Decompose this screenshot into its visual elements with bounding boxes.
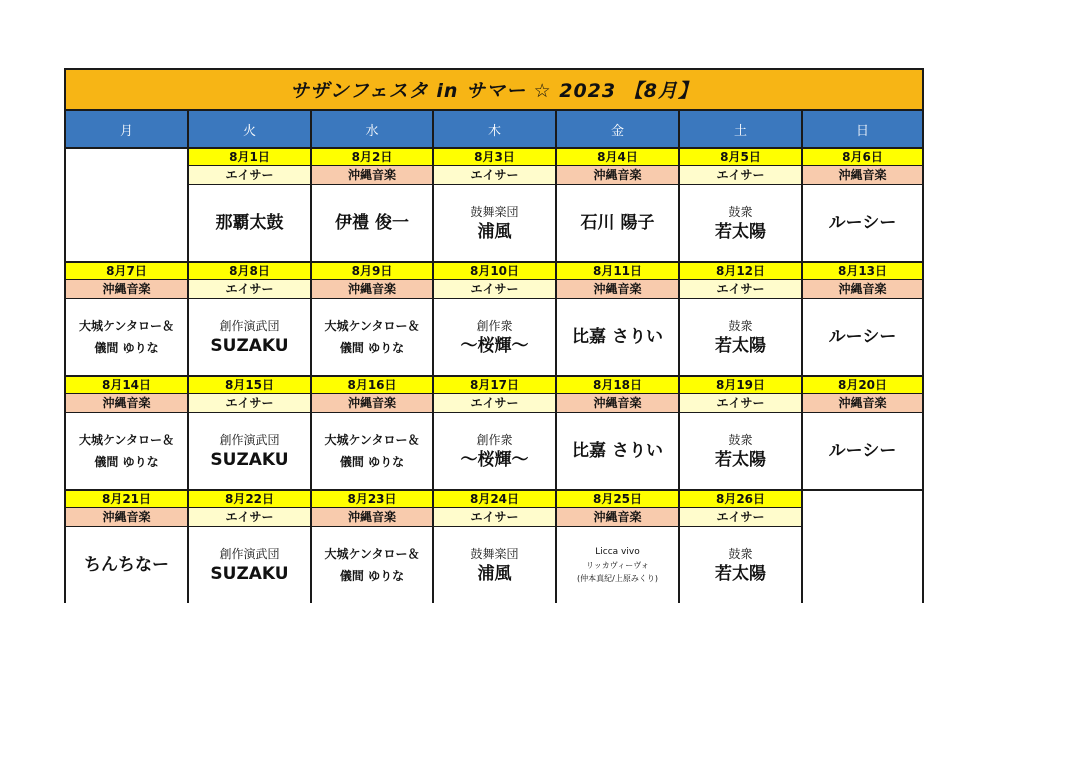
performer [803, 299, 922, 375]
performer [312, 413, 432, 489]
weekday-header: 火 [189, 111, 312, 149]
genre-label: エイサー [434, 280, 555, 299]
day-cell [434, 491, 557, 603]
performer [557, 413, 678, 489]
performer [557, 299, 678, 375]
performer [434, 527, 555, 603]
day-cell [557, 377, 680, 491]
performer-line: 大城ケンタロー＆ [324, 319, 420, 333]
date-label: 8月12日 [680, 263, 801, 280]
performer-line: 鼓舞楽団 [470, 205, 519, 219]
performer-line: 那覇太鼓 [215, 213, 284, 233]
date-label: 8月4日 [557, 149, 678, 166]
performer-line: ～桜輝～ [460, 450, 529, 470]
genre-label: 沖縄音楽 [557, 508, 678, 527]
date-label: 8月15日 [189, 377, 310, 394]
date-label: 8月23日 [312, 491, 432, 508]
performer-line: ちんちなー [84, 555, 169, 575]
performer-line: 大城ケンタロー＆ [324, 547, 420, 561]
page-title: サザンフェスタ in サマー ☆ 2023 【8月】 [66, 70, 922, 111]
performer-line: 大城ケンタロー＆ [79, 319, 174, 333]
performer-line: 比嘉 さりい [572, 327, 663, 347]
genre-label: 沖縄音楽 [312, 508, 432, 527]
performer [803, 413, 922, 489]
performer [680, 413, 801, 489]
day-cell [680, 377, 803, 491]
day-cell [803, 263, 922, 377]
performer [312, 299, 432, 375]
performer-line: リッカヴィーヴォ [586, 560, 649, 570]
genre-label: エイサー [680, 394, 801, 413]
day-cell [557, 263, 680, 377]
performer-line: 儀間 ゆりな [339, 455, 405, 469]
performer-line: SUZAKU [210, 336, 289, 356]
weekday-header: 金 [557, 111, 680, 149]
performer-line: 大城ケンタロー＆ [324, 433, 420, 447]
performer [434, 185, 555, 261]
performer-line: ルーシー [828, 213, 897, 233]
performer-line: ルーシー [828, 441, 897, 461]
performer [66, 527, 187, 603]
performer [66, 299, 187, 375]
performer [189, 413, 310, 489]
performer [680, 299, 801, 375]
performer-line: 鼓衆 [728, 433, 753, 447]
day-cell [803, 377, 922, 491]
date-label: 8月25日 [557, 491, 678, 508]
performer-line: 創作衆 [476, 433, 513, 447]
genre-label: エイサー [434, 166, 555, 185]
performer-line: SUZAKU [210, 450, 289, 470]
day-cell [189, 377, 312, 491]
performer-line: 創作演武団 [219, 319, 280, 333]
performer [680, 527, 801, 603]
schedule-sheet [64, 68, 924, 603]
genre-label: エイサー [680, 166, 801, 185]
genre-label: 沖縄音楽 [66, 280, 187, 299]
weekday-header: 月 [66, 111, 189, 149]
date-label: 8月9日 [312, 263, 432, 280]
genre-label: エイサー [680, 280, 801, 299]
genre-label: 沖縄音楽 [803, 166, 922, 185]
genre-label: 沖縄音楽 [312, 166, 432, 185]
weekday-header: 日 [803, 111, 922, 149]
weekday-header: 土 [680, 111, 803, 149]
day-cell [189, 149, 312, 263]
genre-label: エイサー [189, 280, 310, 299]
performer-line: 浦風 [477, 222, 512, 242]
date-label: 8月24日 [434, 491, 555, 508]
performer-line: ～桜輝～ [460, 336, 529, 356]
day-cell [312, 491, 434, 603]
performer [189, 299, 310, 375]
genre-label: エイサー [680, 508, 801, 527]
weekday-header: 水 [312, 111, 434, 149]
day-cell [434, 377, 557, 491]
performer-line: 若太陽 [715, 336, 766, 356]
day-cell [66, 491, 189, 603]
day-cell [312, 377, 434, 491]
performer-line: SUZAKU [210, 564, 289, 584]
performer-line: 鼓舞楽団 [470, 547, 519, 561]
performer [312, 527, 432, 603]
performer-line: 創作演武団 [219, 547, 280, 561]
performer-line: 儀間 ゆりな [94, 455, 159, 469]
performer-line: (仲本真紀/上原みくり) [577, 573, 658, 583]
genre-label: エイサー [189, 508, 310, 527]
performer [557, 527, 678, 603]
day-cell [189, 491, 312, 603]
performer [434, 299, 555, 375]
performer [434, 413, 555, 489]
performer-line: 浦風 [477, 564, 512, 584]
date-label: 8月3日 [434, 149, 555, 166]
performer-line: 鼓衆 [728, 547, 753, 561]
performer-line: 儀間 ゆりな [94, 341, 159, 355]
date-label: 8月17日 [434, 377, 555, 394]
performer-line: 石川 陽子 [580, 213, 655, 233]
date-label: 8月19日 [680, 377, 801, 394]
date-label: 8月26日 [680, 491, 801, 508]
day-cell [680, 149, 803, 263]
genre-label: 沖縄音楽 [312, 280, 432, 299]
date-label: 8月1日 [189, 149, 310, 166]
genre-label: 沖縄音楽 [803, 280, 922, 299]
genre-label: 沖縄音楽 [66, 508, 187, 527]
date-label: 8月7日 [66, 263, 187, 280]
date-label: 8月14日 [66, 377, 187, 394]
date-label: 8月22日 [189, 491, 310, 508]
day-cell [189, 263, 312, 377]
genre-label: エイサー [189, 394, 310, 413]
date-label: 8月5日 [680, 149, 801, 166]
genre-label: 沖縄音楽 [557, 394, 678, 413]
date-label: 8月18日 [557, 377, 678, 394]
date-label: 8月11日 [557, 263, 678, 280]
day-cell [312, 149, 434, 263]
empty-day-cell [803, 491, 922, 603]
performer-line: Licca vivo [595, 546, 640, 557]
date-label: 8月6日 [803, 149, 922, 166]
performer [189, 185, 310, 261]
performer-line: 鼓衆 [728, 319, 753, 333]
performer-line: 儀間 ゆりな [339, 569, 405, 583]
date-label: 8月10日 [434, 263, 555, 280]
performer-line: 若太陽 [715, 222, 766, 242]
genre-label: エイサー [434, 394, 555, 413]
performer-line: 鼓衆 [728, 205, 753, 219]
performer-line: 創作演武団 [219, 433, 280, 447]
day-cell [66, 377, 189, 491]
genre-label: 沖縄音楽 [557, 280, 678, 299]
performer [189, 527, 310, 603]
date-label: 8月2日 [312, 149, 432, 166]
performer-line: 比嘉 さりい [572, 441, 663, 461]
date-label: 8月8日 [189, 263, 310, 280]
genre-label: 沖縄音楽 [557, 166, 678, 185]
day-cell [66, 263, 189, 377]
genre-label: 沖縄音楽 [803, 394, 922, 413]
day-cell [434, 149, 557, 263]
performer-line: 伊禮 俊一 [335, 213, 409, 233]
weekday-header: 木 [434, 111, 557, 149]
performer-line: ルーシー [828, 327, 897, 347]
performer [680, 185, 801, 261]
performer-line: 創作衆 [476, 319, 513, 333]
empty-day-cell [66, 149, 189, 263]
day-cell [680, 263, 803, 377]
performer [66, 413, 187, 489]
day-cell [803, 149, 922, 263]
genre-label: エイサー [434, 508, 555, 527]
day-cell [312, 263, 434, 377]
day-cell [557, 149, 680, 263]
performer [312, 185, 432, 261]
performer [557, 185, 678, 261]
date-label: 8月21日 [66, 491, 187, 508]
date-label: 8月16日 [312, 377, 432, 394]
performer-line: 大城ケンタロー＆ [79, 433, 174, 447]
day-cell [557, 491, 680, 603]
performer-line: 若太陽 [715, 564, 766, 584]
performer [803, 185, 922, 261]
day-cell [680, 491, 803, 603]
date-label: 8月13日 [803, 263, 922, 280]
day-cell [434, 263, 557, 377]
performer-line: 若太陽 [715, 450, 766, 470]
date-label: 8月20日 [803, 377, 922, 394]
genre-label: エイサー [189, 166, 310, 185]
performer-line: 儀間 ゆりな [339, 341, 405, 355]
genre-label: 沖縄音楽 [66, 394, 187, 413]
genre-label: 沖縄音楽 [312, 394, 432, 413]
